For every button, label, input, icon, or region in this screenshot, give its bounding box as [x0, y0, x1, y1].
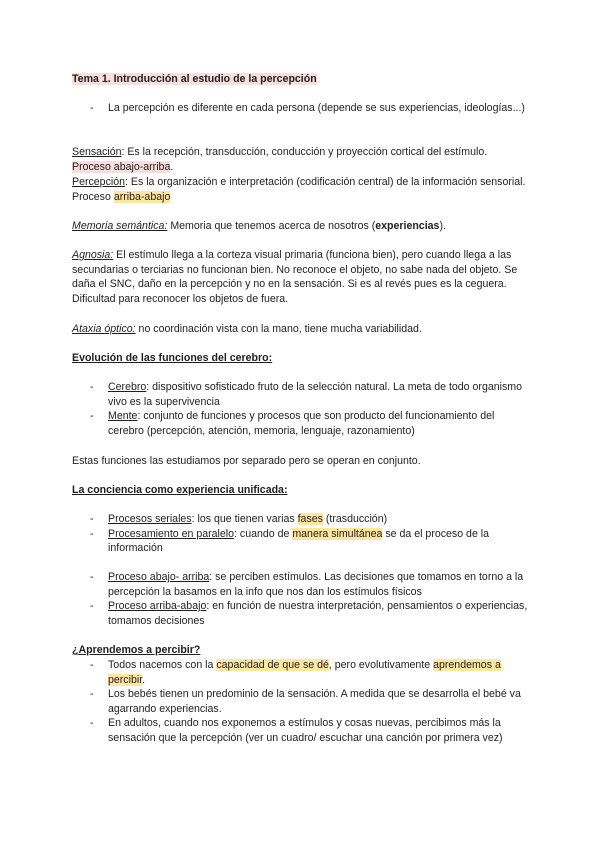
- text: : se perciben estímulos. Las decisiones que tomamos en torno a la percepción la basamos en la info que nos dan los estímulos físicos: [108, 571, 524, 598]
- term-proceso-abajo-arriba: Proceso abajo- arriba: [108, 571, 210, 583]
- mente-definition: : conjunto de funciones y procesos que son producto del funcionamiento del cerebro (percepción, atención, memoria, lenguaje, razonamiento): [108, 410, 495, 437]
- term-ataxia: Ataxia óptico:: [72, 323, 136, 335]
- sensacion-paragraph: [72, 145, 528, 174]
- percepcion-process: arriba-abajo: [113, 190, 171, 203]
- memoria-end: ).: [439, 220, 446, 232]
- percepcion-definition: : Es la organización e interpretación (codificación central) de la información sensorial. Proceso: [72, 176, 526, 203]
- list-item: [72, 527, 528, 556]
- highlight: manera simultánea: [292, 527, 383, 540]
- highlight: fases: [297, 513, 323, 525]
- text: : en función de nuestra interpretación, pensamientos o experiencias, tomamos decisiones: [108, 600, 528, 627]
- cerebro-definition: : dispositivo sofisticado fruto de la selección natural. La meta de todo organismo vivo es la supervivencia: [108, 381, 522, 408]
- term-sensacion: Sensación: [72, 146, 122, 158]
- list-item: [72, 658, 528, 687]
- sensacion-definition: : Es la recepción, transducción, conducción y proyección cortical del estímulo.: [121, 146, 488, 158]
- ataxia-paragraph: [72, 322, 528, 337]
- term-proceso-arriba-abajo: Proceso arriba-abajo: [108, 600, 207, 613]
- percepcion-paragraph: [72, 175, 528, 204]
- text: : cuando de: [234, 527, 293, 540]
- text: Todos nacemos con la: [108, 659, 217, 671]
- term-agnosia: Agnosia:: [72, 249, 114, 261]
- term-percepcion: Percepción: [72, 176, 125, 188]
- aprendemos-list: [72, 658, 528, 746]
- term-procesamiento-paralelo: Procesamiento en paralelo: [108, 527, 235, 540]
- agnosia-paragraph: [72, 248, 528, 306]
- sensacion-process: Proceso abajo-arriba: [72, 160, 171, 173]
- term-memoria: Memoria semántica:: [72, 220, 168, 232]
- text: se da el proceso de la información: [108, 527, 490, 555]
- list-item: [72, 380, 528, 409]
- highlight: aprendemos a percibir: [108, 659, 501, 686]
- evolucion-heading: Evolución de las funciones del cerebro:: [72, 352, 273, 364]
- page-title: [72, 72, 528, 87]
- list-item: - La percepción es diferente en cada persona (depende se sus experiencias, ideologías...): [72, 101, 528, 116]
- evolucion-list: [72, 380, 528, 438]
- list-item: - Los bebés tienen un predominio de la sensación. A medida que se desarrolla el bebé va agarrando experiencias.: [72, 687, 528, 716]
- text: : los que tienen varias: [191, 513, 298, 525]
- memoria-bold: experiencias: [375, 220, 440, 232]
- list-item: [72, 599, 528, 628]
- aprendemos-heading: ¿Aprendemos a percibir?: [72, 644, 201, 656]
- evolucion-after: Estas funciones las estudiamos por separado pero se operan en conjunto.: [72, 455, 421, 467]
- title-text: Tema 1. Introducción al estudio de la percepción: [72, 73, 317, 85]
- term-mente: Mente: [108, 410, 138, 423]
- memoria-definition: Memoria que tenemos acerca de nosotros (: [167, 220, 376, 232]
- highlight: capacidad de que se dé: [216, 659, 329, 671]
- agnosia-definition: El estímulo llega a la corteza visual primaria (funciona bien), pero cuando llega a las secundarias o terciarias no funcionan bien. No reconoce el objeto, no sabe nada del objeto. Se daña el SNC, daño en la percepción y no en la sensación. Si es al revés pues es la ceguera. Dificultad para reconocer los objetos de fuera.: [72, 249, 518, 305]
- ataxia-definition: no coordinación vista con la mano, tiene mucha variabilidad.: [135, 323, 422, 335]
- term-procesos-seriales: Procesos seriales: [108, 513, 192, 525]
- text: (trasducción): [322, 513, 388, 525]
- conciencia-list-1: [72, 512, 528, 556]
- sensacion-end: .: [170, 160, 174, 173]
- text: , pero evolutivamente: [328, 659, 434, 671]
- list-item: [72, 570, 528, 599]
- intro-list: [72, 101, 528, 116]
- term-cerebro: Cerebro: [108, 381, 147, 393]
- list-item: - En adultos, cuando nos exponemos a estímulos y cosas nuevas, percibimos más la sensación que la percepción (ver un cuadro/ escuchar una canción por primera vez): [72, 716, 528, 745]
- conciencia-list-2: [72, 570, 528, 628]
- memoria-paragraph: [72, 219, 528, 234]
- text: .: [142, 673, 146, 686]
- conciencia-heading: La conciencia como experiencia unificada:: [72, 484, 288, 496]
- list-item: [72, 512, 528, 527]
- list-item: [72, 409, 528, 438]
